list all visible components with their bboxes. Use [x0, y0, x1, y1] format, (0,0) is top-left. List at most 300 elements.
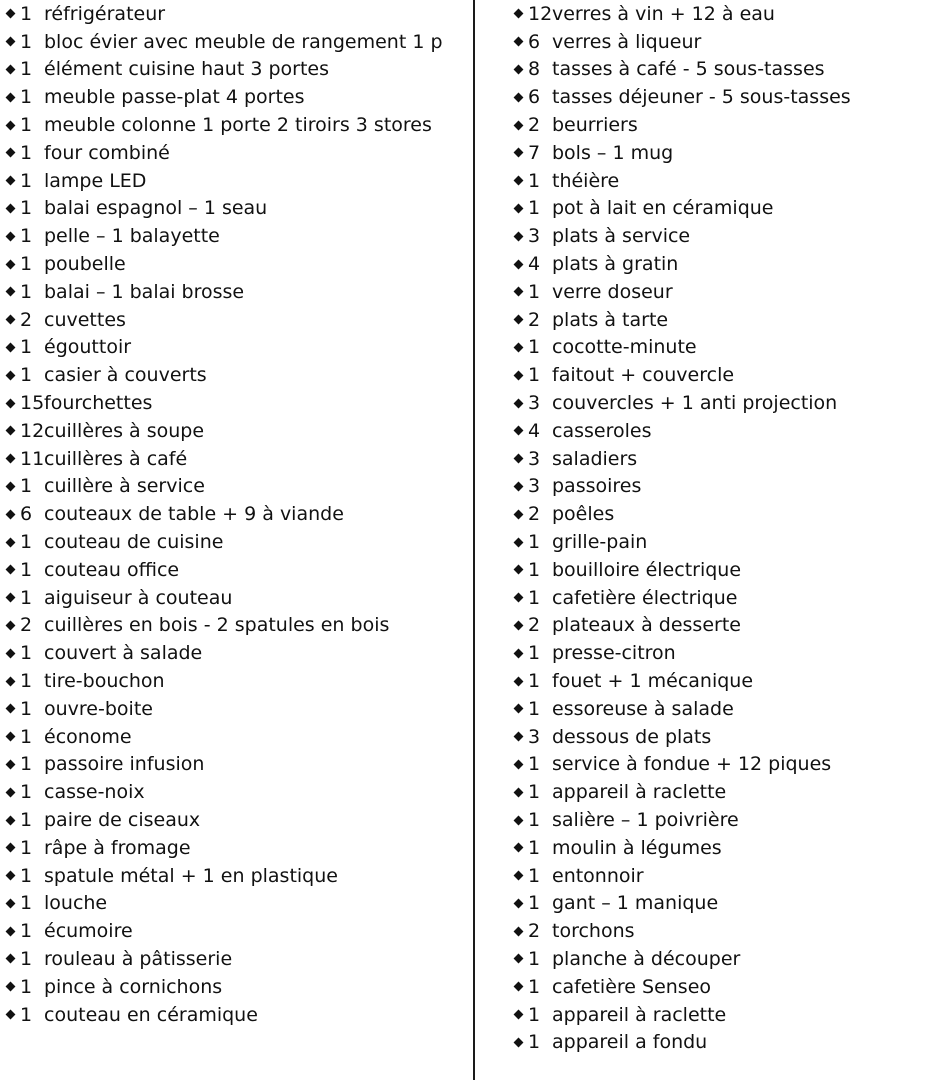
bullet-icon — [6, 120, 16, 130]
item-quantity: 1 — [20, 58, 33, 81]
list-item — [514, 111, 929, 139]
list-item — [6, 417, 466, 445]
list-item — [514, 306, 929, 334]
item-label: fourchettes — [44, 392, 153, 415]
list-item — [514, 0, 929, 28]
list-item — [6, 639, 466, 667]
bullet-icon — [514, 148, 524, 158]
list-item — [514, 417, 929, 445]
item-label: tasses à café - 5 sous-tasses — [552, 58, 825, 81]
list-item — [514, 917, 929, 945]
list-item — [6, 612, 466, 640]
item-quantity: 4 — [528, 253, 541, 276]
bullet-icon — [6, 704, 16, 714]
item-label: louche — [44, 892, 108, 915]
bullet-icon — [6, 315, 16, 325]
bullet-icon — [6, 787, 16, 797]
bullet-icon — [514, 259, 524, 269]
bullet-icon — [514, 176, 524, 186]
item-quantity: 1 — [20, 280, 33, 303]
bullet-icon — [514, 759, 524, 769]
item-quantity: 1 — [20, 892, 33, 915]
item-label: plats à gratin — [552, 253, 679, 276]
bullet-icon — [6, 676, 16, 686]
bullet-icon — [6, 398, 16, 408]
item-quantity: 3 — [528, 475, 541, 498]
bullet-icon — [514, 871, 524, 881]
item-label: presse-citron — [552, 642, 676, 665]
item-label: lampe LED — [44, 169, 147, 192]
bullet-icon — [514, 926, 524, 936]
bullet-icon — [514, 231, 524, 241]
item-label: poubelle — [44, 253, 126, 276]
item-quantity: 1 — [20, 141, 33, 164]
item-quantity: 1 — [528, 642, 541, 665]
list-item — [6, 890, 466, 918]
item-quantity: 1 — [20, 725, 33, 748]
item-label: appareil a fondu — [552, 1031, 708, 1054]
item-quantity: 1 — [20, 809, 33, 831]
list-item — [6, 0, 466, 28]
bullet-icon — [6, 481, 16, 491]
bullet-icon — [6, 871, 16, 881]
bullet-icon — [6, 815, 16, 825]
bullet-icon — [514, 732, 524, 742]
item-quantity: 2 — [20, 308, 33, 331]
item-label: spatule métal + 1 en plastique — [44, 864, 338, 887]
list-item — [514, 945, 929, 973]
bullet-icon — [514, 343, 524, 353]
item-label: appareil à raclette — [552, 781, 727, 804]
list-item — [6, 695, 466, 723]
bullet-icon — [6, 648, 16, 658]
item-quantity: 1 — [20, 531, 33, 554]
item-label: couvert à salade — [44, 642, 203, 665]
item-label: verre doseur — [552, 280, 673, 303]
bullet-icon — [514, 454, 524, 464]
item-quantity: 1 — [528, 670, 541, 693]
list-item — [514, 528, 929, 556]
item-quantity: 3 — [528, 725, 541, 748]
bullet-icon — [6, 370, 16, 380]
bullet-icon — [514, 398, 524, 408]
bullet-icon — [514, 65, 524, 75]
item-label: couvercles + 1 anti projection — [552, 392, 838, 415]
item-label: économe — [44, 725, 132, 748]
item-quantity: 3 — [528, 447, 541, 470]
item-label: rouleau à pâtisserie — [44, 947, 233, 970]
item-quantity: 1 — [20, 1003, 33, 1026]
item-quantity: 2 — [528, 114, 541, 137]
list-item — [514, 139, 929, 167]
bullet-icon — [6, 65, 16, 75]
item-quantity: 6 — [528, 30, 541, 53]
list-item — [6, 528, 466, 556]
item-quantity: 1 — [528, 864, 541, 887]
item-quantity: 1 — [528, 197, 541, 220]
item-label: passoires — [552, 475, 642, 498]
item-quantity: 2 — [20, 614, 33, 637]
item-quantity: 1 — [20, 753, 33, 776]
item-quantity: 8 — [528, 58, 541, 81]
item-label: moulin à légumes — [552, 836, 722, 859]
item-quantity: 1 — [20, 197, 33, 220]
bullet-icon — [514, 593, 524, 603]
list-item — [514, 751, 929, 779]
bullet-icon — [6, 898, 16, 908]
list-item — [514, 361, 929, 389]
item-quantity: 2 — [528, 614, 541, 637]
list-item — [514, 250, 929, 278]
item-label: paire de ciseaux — [44, 809, 201, 831]
item-label: casse-noix — [44, 781, 145, 804]
item-label: tire-bouchon — [44, 670, 165, 693]
item-quantity: 2 — [528, 308, 541, 331]
list-item — [514, 556, 929, 584]
list-item — [6, 139, 466, 167]
list-item — [6, 111, 466, 139]
list-item — [6, 806, 466, 834]
item-quantity: 15 — [20, 392, 45, 415]
bullet-icon — [514, 620, 524, 630]
list-item — [514, 723, 929, 751]
item-quantity: 1 — [528, 558, 541, 581]
item-label: tasses déjeuner - 5 sous-tasses — [552, 86, 851, 109]
bullet-icon — [6, 593, 16, 603]
item-label: meuble passe-plat 4 portes — [44, 86, 305, 109]
item-label: bouilloire électrique — [552, 558, 742, 581]
bullet-icon — [6, 204, 16, 214]
column-divider — [473, 0, 475, 1080]
item-quantity: 2 — [528, 920, 541, 943]
item-label: passoire infusion — [44, 753, 205, 776]
item-label: gant – 1 manique — [552, 892, 719, 915]
item-quantity: 1 — [528, 364, 541, 387]
bullet-icon — [514, 37, 524, 47]
item-label: casier à couverts — [44, 364, 207, 387]
bullet-icon — [6, 759, 16, 769]
item-quantity: 2 — [528, 503, 541, 526]
item-quantity: 1 — [528, 753, 541, 776]
item-label: pelle – 1 balayette — [44, 225, 220, 248]
item-quantity: 1 — [20, 642, 33, 665]
item-quantity: 1 — [528, 809, 541, 831]
list-item — [514, 806, 929, 834]
item-label: plateaux à desserte — [552, 614, 741, 637]
item-label: plats à tarte — [552, 308, 669, 331]
bullet-icon — [514, 120, 524, 130]
item-quantity: 1 — [20, 781, 33, 804]
item-quantity: 1 — [20, 2, 33, 25]
list-item — [6, 445, 466, 473]
bullet-icon — [6, 509, 16, 519]
bullet-icon — [6, 287, 16, 297]
item-label: verres à liqueur — [552, 30, 702, 53]
item-quantity: 1 — [528, 892, 541, 915]
list-item — [514, 667, 929, 695]
list-item — [514, 834, 929, 862]
list-item — [514, 500, 929, 528]
bullet-icon — [6, 982, 16, 992]
item-label: cuillères en bois - 2 spatules en bois — [44, 614, 390, 637]
item-label: service à fondue + 12 piques — [552, 753, 832, 776]
bullet-icon — [514, 648, 524, 658]
item-quantity: 1 — [528, 836, 541, 859]
bullet-icon — [514, 1037, 524, 1047]
list-item — [6, 973, 466, 1001]
list-item — [514, 278, 929, 306]
bullet-icon — [6, 954, 16, 964]
item-quantity: 4 — [528, 419, 541, 442]
item-label: égouttoir — [44, 336, 132, 359]
item-label: cuvettes — [44, 308, 126, 331]
item-quantity: 1 — [20, 586, 33, 609]
item-label: bloc évier avec meuble de rangement 1 p — [44, 30, 443, 53]
item-label: cocotte-minute — [552, 336, 697, 359]
item-quantity: 1 — [528, 1003, 541, 1026]
item-quantity: 3 — [528, 225, 541, 248]
item-quantity: 1 — [20, 558, 33, 581]
item-label: entonnoir — [552, 864, 644, 887]
list-item — [6, 1001, 466, 1029]
bullet-icon — [6, 343, 16, 353]
list-item — [514, 56, 929, 84]
list-item — [514, 612, 929, 640]
bullet-icon — [6, 1010, 16, 1020]
item-label: salière – 1 poivrière — [552, 809, 739, 831]
list-item — [514, 222, 929, 250]
list-item — [514, 778, 929, 806]
item-quantity: 1 — [20, 920, 33, 943]
list-item — [514, 584, 929, 612]
bullet-icon — [514, 982, 524, 992]
list-item — [514, 83, 929, 111]
bullet-icon — [6, 148, 16, 158]
list-item — [6, 167, 466, 195]
item-label: appareil à raclette — [552, 1003, 727, 1026]
item-quantity: 1 — [528, 975, 541, 998]
bullet-icon — [514, 370, 524, 380]
bullet-icon — [514, 204, 524, 214]
item-label: cuillère à service — [44, 475, 205, 498]
item-quantity: 1 — [20, 253, 33, 276]
item-label: balai – 1 balai brosse — [44, 280, 245, 303]
item-quantity: 1 — [528, 947, 541, 970]
item-label: torchons — [552, 920, 635, 943]
list-item — [514, 1001, 929, 1029]
item-quantity: 1 — [528, 697, 541, 720]
item-quantity: 1 — [528, 336, 541, 359]
bullet-icon — [6, 37, 16, 47]
item-label: cafetière Senseo — [552, 975, 712, 998]
bullet-icon — [6, 454, 16, 464]
item-quantity: 1 — [20, 364, 33, 387]
bullet-icon — [514, 676, 524, 686]
bullet-icon — [6, 843, 16, 853]
bullet-icon — [514, 898, 524, 908]
bullet-icon — [514, 426, 524, 436]
bullet-icon — [514, 565, 524, 575]
item-quantity: 1 — [528, 531, 541, 554]
list-item — [6, 556, 466, 584]
list-item — [514, 473, 929, 501]
item-quantity: 1 — [528, 781, 541, 804]
list-item — [6, 834, 466, 862]
list-item — [6, 917, 466, 945]
item-quantity: 1 — [20, 86, 33, 109]
item-label: pot à lait en céramique — [552, 197, 774, 220]
item-quantity: 1 — [20, 836, 33, 859]
item-quantity: 1 — [20, 697, 33, 720]
list-item — [514, 695, 929, 723]
item-quantity: 12 — [20, 419, 45, 442]
bullet-icon — [6, 259, 16, 269]
list-item — [6, 667, 466, 695]
item-label: four combiné — [44, 141, 170, 164]
list-item — [514, 195, 929, 223]
item-label: écumoire — [44, 920, 133, 943]
list-item — [6, 361, 466, 389]
bullet-icon — [514, 287, 524, 297]
list-item — [6, 334, 466, 362]
item-label: beurriers — [552, 114, 638, 137]
list-item — [514, 1028, 929, 1056]
item-quantity: 1 — [528, 1031, 541, 1054]
list-item — [6, 751, 466, 779]
list-item — [514, 389, 929, 417]
bullet-icon — [514, 9, 524, 19]
item-label: dessous de plats — [552, 725, 712, 748]
bullet-icon — [6, 176, 16, 186]
item-label: réfrigérateur — [44, 2, 166, 25]
list-item — [6, 28, 466, 56]
bullet-icon — [514, 815, 524, 825]
item-label: théière — [552, 169, 620, 192]
list-item — [514, 334, 929, 362]
item-label: ouvre-boite — [44, 697, 153, 720]
item-quantity: 1 — [20, 864, 33, 887]
item-quantity: 1 — [528, 169, 541, 192]
item-quantity: 1 — [20, 169, 33, 192]
item-label: poêles — [552, 503, 615, 526]
list-item — [6, 862, 466, 890]
item-label: râpe à fromage — [44, 836, 191, 859]
list-item — [514, 890, 929, 918]
item-label: balai espagnol – 1 seau — [44, 197, 268, 220]
item-label: meuble colonne 1 porte 2 tiroirs 3 stores — [44, 114, 432, 137]
item-quantity: 1 — [528, 280, 541, 303]
item-quantity: 11 — [20, 447, 45, 470]
list-item — [6, 473, 466, 501]
list-item — [514, 639, 929, 667]
list-item — [514, 862, 929, 890]
list-item — [6, 195, 466, 223]
list-item — [514, 973, 929, 1001]
item-quantity: 1 — [20, 114, 33, 137]
list-item — [514, 167, 929, 195]
item-label: élément cuisine haut 3 portes — [44, 58, 329, 81]
item-label: couteau de cuisine — [44, 531, 224, 554]
bullet-icon — [6, 620, 16, 630]
list-item — [6, 389, 466, 417]
list-item — [6, 222, 466, 250]
bullet-icon — [6, 92, 16, 102]
list-item — [514, 445, 929, 473]
item-quantity: 1 — [20, 30, 33, 53]
item-label: couteaux de table + 9 à viande — [44, 503, 344, 526]
item-label: aiguiseur à couteau — [44, 586, 233, 609]
bullet-icon — [6, 9, 16, 19]
bullet-icon — [514, 704, 524, 714]
bullet-icon — [514, 315, 524, 325]
item-quantity: 1 — [20, 225, 33, 248]
item-label: couteau en céramique — [44, 1003, 258, 1026]
item-label: pince à cornichons — [44, 975, 223, 998]
bullet-icon — [6, 231, 16, 241]
list-item — [6, 250, 466, 278]
bullet-icon — [514, 509, 524, 519]
item-label: bols – 1 mug — [552, 141, 674, 164]
bullet-icon — [514, 1010, 524, 1020]
list-item — [6, 56, 466, 84]
bullet-icon — [6, 537, 16, 547]
bullet-icon — [514, 954, 524, 964]
bullet-icon — [6, 732, 16, 742]
list-item — [6, 500, 466, 528]
item-label: cuillères à café — [44, 447, 188, 470]
item-label: planche à découper — [552, 947, 741, 970]
list-item — [6, 278, 466, 306]
item-quantity: 7 — [528, 141, 541, 164]
list-item — [6, 945, 466, 973]
item-label: cuillères à soupe — [44, 419, 205, 442]
item-label: cafetière électrique — [552, 586, 738, 609]
item-label: saladiers — [552, 447, 638, 470]
list-item — [6, 723, 466, 751]
item-label: essoreuse à salade — [552, 697, 734, 720]
list-item — [514, 28, 929, 56]
item-quantity: 12 — [528, 2, 553, 25]
item-quantity: 1 — [20, 336, 33, 359]
right-column-list — [514, 0, 929, 1056]
item-label: grille-pain — [552, 531, 648, 554]
bullet-icon — [514, 481, 524, 491]
left-column-list — [6, 0, 466, 1028]
item-quantity: 3 — [528, 392, 541, 415]
item-quantity: 6 — [20, 503, 33, 526]
bullet-icon — [514, 92, 524, 102]
item-quantity: 1 — [528, 586, 541, 609]
item-quantity: 1 — [20, 475, 33, 498]
bullet-icon — [514, 843, 524, 853]
item-label: verres à vin + 12 à eau — [552, 2, 775, 25]
bullet-icon — [6, 565, 16, 575]
item-label: fouet + 1 mécanique — [552, 670, 754, 693]
bullet-icon — [514, 537, 524, 547]
item-label: plats à service — [552, 225, 691, 248]
list-item — [6, 83, 466, 111]
list-item — [6, 778, 466, 806]
item-quantity: 1 — [20, 947, 33, 970]
list-item — [6, 584, 466, 612]
item-quantity: 6 — [528, 86, 541, 109]
bullet-icon — [514, 787, 524, 797]
item-quantity: 1 — [20, 975, 33, 998]
item-label: couteau office — [44, 558, 180, 581]
bullet-icon — [6, 926, 16, 936]
item-quantity: 1 — [20, 670, 33, 693]
list-item — [6, 306, 466, 334]
